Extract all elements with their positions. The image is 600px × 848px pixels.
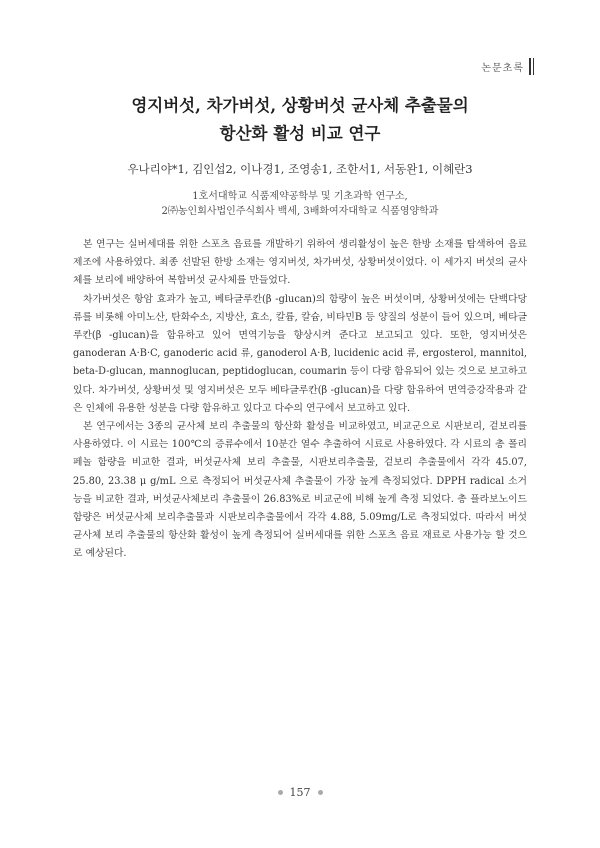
page-number: 157: [289, 786, 311, 799]
affiliations: [0, 189, 600, 219]
bullet-dot-icon: [278, 790, 283, 795]
affiliation-line-2: 2㈜농인회사법인주식회사 백세, 3배화여자대학교 식품영양학과: [161, 206, 439, 217]
bullet-dot-icon: [318, 790, 323, 795]
author-list: 우나리야*1, 김인섭2, 이나경1, 조영송1, 조한서1, 서동완1, 이혜란3: [127, 162, 473, 176]
abstract-body: [73, 236, 527, 564]
affiliation-line-1: 1호서대학교 식품제약공학부 및 기초과학 연구소,: [192, 191, 408, 202]
page-footer: [0, 786, 600, 799]
section-tag-bars-icon: [529, 58, 534, 75]
paper-title: [0, 92, 600, 148]
section-tag: [481, 58, 534, 75]
section-tag-label: 논문초록: [481, 63, 524, 74]
paper-title-line-1: 영지버섯, 차가버섯, 상황버섯 균사체 추출물의: [131, 96, 469, 115]
abstract-paragraph-3: 본 연구에서는 3종의 균사체 보리 추출물의 항산화 활성을 비교하였고, 비교군으로 시판보리, 겉보리를 사용하였다. 이 시료는 100℃의 증류수에서 10분간 열수 추출하여 시료로 사용하였다. 각 시료의 총 폴리페놀 함량을 비교한 결과, 버섯균사체 보리 추출물, 시판보리추출물, 겉보리 추출물에서 각각 45.07, 25.80, 23.38 μ g/mL 으로 측정되어 버섯균사체 추출물이 가장 높게 측정되었다. DPPH radical 소거능을 비교한 결과, 버섯균사체보리 추출물이 26.83%로 비교군에 비해 높게 측정 되었다. 총 플라보노이드 함량은 버섯균사체 보리추출물과 시판보리추출물에서 각각 4.88, 5.09mg/L로 측정되었다. 따라서 버섯 균사체 보리 추출물의 항산화 활성이 높게 측정되어 실버세대를 위한 스포츠 음료 재료로 사용가능 할 것으로 예상된다.: [73, 421, 527, 560]
abstract-paragraph-1: 본 연구는 실버세대를 위한 스포츠 음료를 개발하기 위하여 생리활성이 높은 한방 소재를 탐색하여 음료 제조에 사용하였다. 최종 선발된 한방 소재는 영지버섯, 차가버섯, 상황버섯이었다. 이 세가지 버섯의 균사체를 보리에 배양하여 복합버섯 균사체를 만들었다.: [73, 239, 527, 287]
paper-title-line-2: 항산화 활성 비교 연구: [219, 124, 381, 143]
abstract-paragraph-2: 차가버섯은 항암 효과가 높고, 베타글루칸(β -glucan)의 함량이 높은 버섯이며, 상황버섯에는 단백다당류를 비롯해 아미노산, 탄화수소, 지방산, 효소, 칼륨, 칼슘, 비타민B 등 양질의 성분이 들어 있으며, 베타글루칸(β -glucan)을 함유하고 있어 면역기능을 향상시켜 준다고 보고되고 있다. 또한, 영지버섯은 ganoderan A·B·C, ganoderic acid 류, ganoderol A·B, lucidenic acid 류, ergosterol, mannitol, beta-D-glucan, mannoglucan, peptidoglucan, coumarin 등이 다량 함유되어 있는 것으로 보고하고 있다. 차가버섯, 상황버섯 및 영지버섯은 모두 베타글루칸(β -glucan)을 다량 함유하여 면역증강작용과 같은 인체에 유용한 성분을 다량 함유하고 있다고 다수의 연구에서 보고하고 있다.: [73, 293, 527, 414]
